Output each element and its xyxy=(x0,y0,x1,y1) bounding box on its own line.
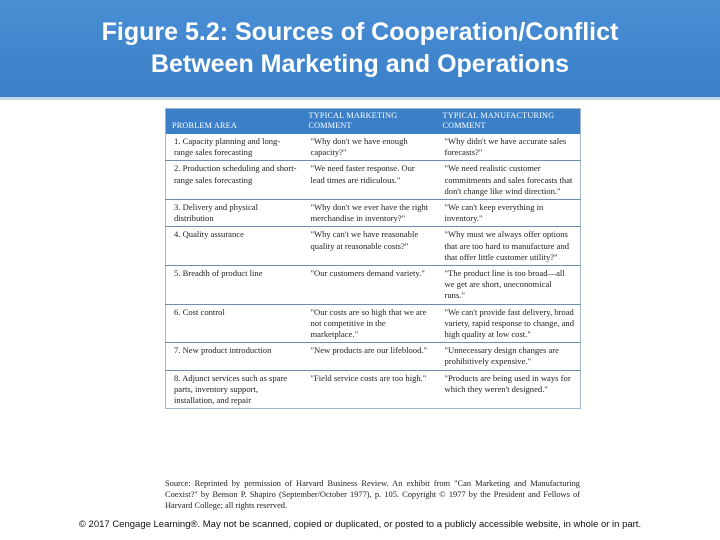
table-row xyxy=(166,304,581,343)
header-manufacturing-comment: TYPICAL MANUFACTURING COMMENT xyxy=(437,109,581,135)
problem-area-cell: 2. Production scheduling and short-range sales forecasting xyxy=(166,161,303,200)
manufacturing-comment-cell: "We can't provide fast delivery, broad variety, rapid response to change, and high quality at low cost." xyxy=(437,304,581,343)
manufacturing-comment-cell: "We can't keep everything in inventory." xyxy=(437,200,581,227)
manufacturing-comment-cell: "Why must we always offer options that are too hard to manufacture and that offer little customer utility?" xyxy=(437,227,581,266)
table-row xyxy=(166,343,581,370)
copyright-notice: © 2017 Cengage Learning®. May not be scanned, copied or duplicated, or posted to a publicly accessible website, in whole or in part. xyxy=(78,519,642,530)
manufacturing-comment-cell: "The product line is too broad—all we get are short, uneconomical runs." xyxy=(437,266,581,305)
slide-title-line1: Figure 5.2: Sources of Cooperation/Conflict xyxy=(101,18,619,46)
problem-area-cell: 1. Capacity planning and long-range sales forecasting xyxy=(174,136,281,158)
title-banner xyxy=(0,0,720,100)
source-note: Source: Reprinted by permission of Harvard Business Review. An exhibit from "Can Marketing and Manufacturing Coexist?" by Benson P. Shapiro (September/October 1977), p. 105. Copyright © 1977 by the President and Fellows of Harvard College; all rights reserved. xyxy=(165,479,580,510)
problem-area-cell: 8. Adjunct services such as spare parts, inventory support, installation, and repair xyxy=(166,370,303,409)
manufacturing-comment-cell: "Products are being used in ways for which they weren't designed." xyxy=(437,370,581,409)
marketing-comment-cell: "Why don't we have enough capacity?" xyxy=(310,136,408,158)
manufacturing-comment-cell: "We need realistic customer commitments and sales forecasts that don't change like wind direction." xyxy=(437,161,581,200)
table-row xyxy=(166,370,581,409)
table-row xyxy=(166,227,581,266)
table-row xyxy=(166,161,581,200)
problem-area-cell: 4. Quality assurance xyxy=(166,227,303,266)
marketing-comment-cell: "Our costs are so high that we are not competitive in the marketplace." xyxy=(303,304,437,343)
slide-title xyxy=(0,16,720,80)
slide-title-line2: Between Marketing and Operations xyxy=(150,50,570,78)
manufacturing-comment-cell: "Unnecessary design changes are prohibitively expensive." xyxy=(437,343,581,370)
marketing-comment-cell: "We need faster response. Our lead times are ridiculous." xyxy=(303,161,437,200)
problem-area-cell: 6. Cost control xyxy=(166,304,303,343)
marketing-comment-cell: "Our customers demand variety." xyxy=(303,266,437,305)
header-marketing-comment: TYPICAL MARKETING COMMENT xyxy=(303,109,437,135)
cooperation-conflict-table xyxy=(165,108,581,409)
problem-area-cell: 5. Breadth of product line xyxy=(166,266,303,305)
problem-area-cell: 7. New product introduction xyxy=(166,343,303,370)
marketing-comment-cell: "Why don't we ever have the right merchandise in inventory?" xyxy=(303,200,437,227)
marketing-comment-cell: "Field service costs are too high." xyxy=(303,370,437,409)
manufacturing-comment-cell: "Why didn't we have accurate sales forecasts?" xyxy=(444,136,567,158)
problem-area-cell: 3. Delivery and physical distribution xyxy=(166,200,303,227)
figure-table-container xyxy=(165,108,580,409)
table-row xyxy=(166,266,581,305)
table-row xyxy=(166,134,581,161)
marketing-comment-cell: "New products are our lifeblood." xyxy=(303,343,437,370)
marketing-comment-cell: "Why can't we have reasonable quality at reasonable costs?" xyxy=(303,227,437,266)
header-problem-area: PROBLEM AREA xyxy=(166,109,303,135)
table-header-row xyxy=(166,109,581,135)
table-row xyxy=(166,200,581,227)
